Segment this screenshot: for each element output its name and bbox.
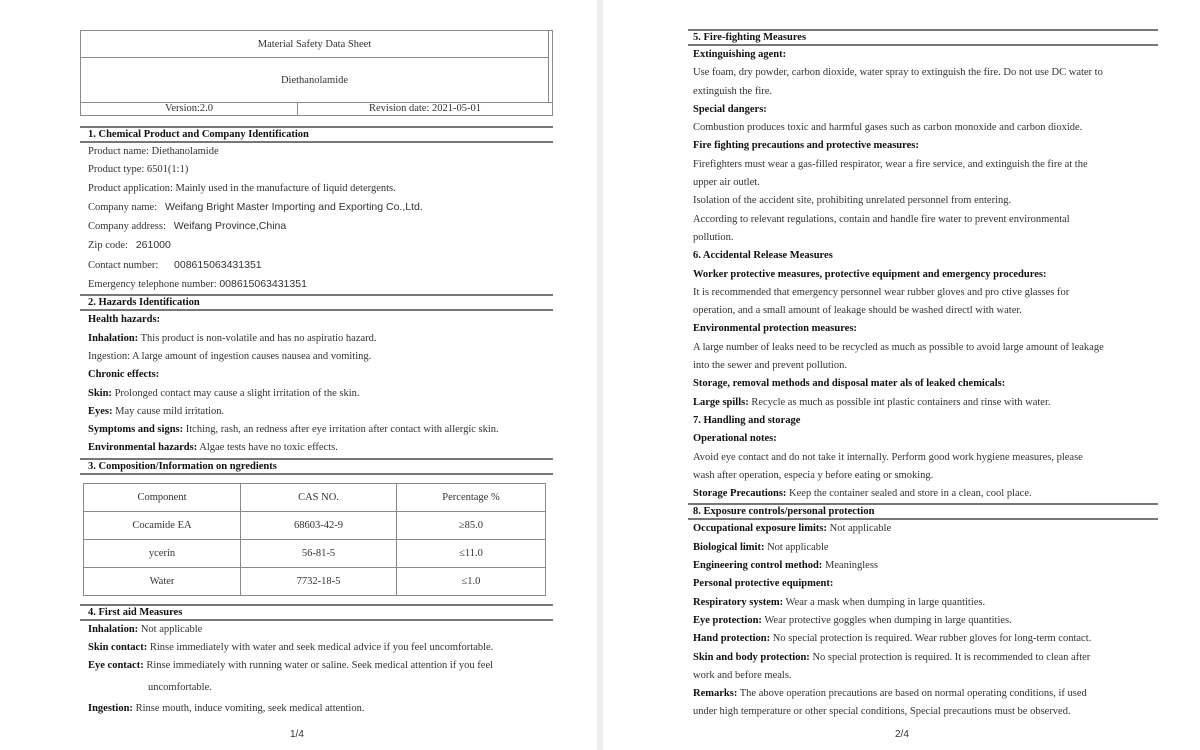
- company-address-value: Weifang Province,China: [173, 220, 287, 233]
- first-aid-eye-label: Eye contact:: [88, 660, 144, 672]
- zip-row: [80, 236, 553, 255]
- paragraph-line: wash after operation, especia y before eating or smoking.: [693, 469, 934, 481]
- paragraph-line: Combustion produces toxic and harmful gases such as carbon monoxide and carbon dioxide.: [693, 122, 1083, 134]
- health-hazards-heading: [80, 311, 553, 329]
- bio-limit-label: Biological limit:: [693, 541, 765, 553]
- eyes-row: [80, 403, 553, 421]
- eng-control-row: [688, 557, 1158, 575]
- column-header: Percentage %: [397, 483, 546, 511]
- eyes-label: Eyes:: [88, 405, 113, 417]
- first-aid-skin-label: Skin contact:: [88, 642, 148, 654]
- table-cell: 68603-42-9: [241, 511, 397, 539]
- paragraph-line: upper air outlet.: [693, 177, 760, 189]
- company-address-label: Company address:: [88, 221, 166, 233]
- product-name: Product name: Diethanolamide: [88, 146, 219, 157]
- paragraph-line: It is recommended that emergency personnel wear rubber gloves and pro ctive glasses for: [693, 286, 1070, 298]
- contact-label: Contact number:: [88, 259, 159, 271]
- paragraph-line: extinguish the fire.: [693, 85, 773, 97]
- body-protection-row: [688, 649, 1158, 667]
- first-aid-eye-text: Rinse immediately with running water or saline. Seek medical attention if you feel: [143, 660, 494, 672]
- first-aid-ingestion-label: Ingestion:: [88, 702, 133, 714]
- eye-protection-row: [688, 612, 1158, 630]
- emergency-value: 008615063431351: [219, 278, 307, 291]
- eye-protection-label: Eye protection:: [693, 614, 762, 626]
- paragraph-line: Isolation of the accident site, prohibiting unrelated personnel from entering.: [693, 195, 1012, 207]
- section-3-heading: 3. Composition/Information on ngredients: [80, 458, 553, 475]
- version-label: Version:2.0: [81, 103, 298, 116]
- msds-header-table: [80, 30, 553, 116]
- remarks-text: The above operation precautions are based on normal operating conditions, if used: [737, 688, 1087, 700]
- first-aid-eye-continued: uncomfortable.: [148, 681, 212, 693]
- chronic-label: Chronic effects:: [88, 369, 160, 381]
- table-cell: ≥85.0: [397, 511, 546, 539]
- page-number: 1/4: [290, 729, 304, 740]
- section-1-heading: 1. Chemical Product and Company Identification: [80, 126, 553, 143]
- table-cell: 7732-18-5: [241, 567, 397, 595]
- composition-table: [83, 483, 546, 596]
- column-header: Component: [84, 483, 241, 511]
- eye-protection-text: Wear protective goggles when dumping in large quantities.: [761, 614, 1012, 626]
- paragraph-line: According to relevant regulations, contain and handle fire water to prevent environmental: [693, 213, 1070, 225]
- first-aid-skin: [80, 639, 553, 657]
- bio-limit-text: Not applicable: [764, 541, 829, 553]
- section-2-heading: 2. Hazards Identification: [80, 294, 553, 311]
- section-6-heading: 6. Accidental Release Measures: [693, 250, 833, 262]
- table-row: [84, 539, 546, 567]
- operational-notes-heading: Operational notes:: [693, 433, 777, 445]
- section-5-heading: 5. Fire-fighting Measures: [688, 29, 1158, 46]
- table-cell: ≤1.0: [397, 567, 546, 595]
- env-protection-heading: Environmental protection measures:: [693, 323, 857, 335]
- paragraph-line: Firefighters must wear a gas-filled respirator, wear a fire service, and extinguish the fire at the: [693, 158, 1088, 170]
- eng-control-text: Meaningless: [822, 560, 879, 572]
- env-hazards-text: Algae tests have no toxic effects.: [197, 442, 338, 454]
- first-aid-inhalation: [80, 621, 553, 639]
- first-aid-skin-text: Rinse immediately with water and seek medical advice if you feel uncomfortable.: [147, 642, 494, 654]
- symptoms-label: Symptoms and signs:: [88, 424, 184, 436]
- company-address-row: [80, 217, 553, 236]
- respiratory-label: Respiratory system:: [693, 596, 784, 608]
- paragraph-line: under high temperature or other special conditions, Special precautions must be observed.: [693, 706, 1071, 718]
- table-row: [84, 567, 546, 595]
- fire-precautions-heading: Fire fighting precautions and protective measures:: [693, 140, 919, 152]
- hand-protection-text: No special protection is required. Wear rubber gloves for long-term contact.: [770, 633, 1092, 645]
- first-aid-inhalation-label: Inhalation:: [88, 623, 139, 635]
- zip-value: 261000: [135, 239, 171, 252]
- hand-protection-label: Hand protection:: [693, 633, 771, 645]
- page-number: 2/4: [895, 729, 909, 740]
- first-aid-inhalation-text: Not applicable: [138, 623, 203, 635]
- eyes-text: May cause mild irritation.: [112, 405, 225, 417]
- document-page-1: [0, 0, 597, 750]
- oel-label: Occupational exposure limits:: [693, 523, 827, 535]
- contact-value: 008615063431351: [174, 258, 262, 271]
- table-cell: ≤11.0: [397, 539, 546, 567]
- paragraph-line: operation, and a small amount of leakage should be washed directl with water.: [693, 305, 1022, 317]
- first-aid-ingestion-text: Rinse mouth, induce vomiting, seek medical attention.: [132, 702, 365, 714]
- table-cell: 56-81-5: [241, 539, 397, 567]
- paragraph-line: into the sewer and prevent pollution.: [693, 360, 847, 372]
- section-8-heading: 8. Exposure controls/personal protection: [688, 503, 1158, 520]
- paragraph-line: A large number of leaks need to be recycled as much as possible to avoid large amount of leakage: [693, 341, 1104, 353]
- emergency-label: Emergency telephone number:: [88, 279, 217, 291]
- symptoms-text: Itching, rash, an redness after eye irritation after contact with allergic skin.: [183, 424, 499, 436]
- oel-text: Not applicable: [826, 523, 892, 535]
- table-row: [84, 511, 546, 539]
- eng-control-label: Engineering control method:: [693, 560, 823, 572]
- document-page-2: [603, 0, 1200, 750]
- storage-removal-heading: Storage, removal methods and disposal mater als of leaked chemicals:: [693, 378, 1006, 390]
- section-4-heading: 4. First aid Measures: [80, 604, 553, 621]
- table-cell: Cocamide EA: [84, 511, 241, 539]
- table-cell: Water: [84, 567, 241, 595]
- respiratory-row: [688, 594, 1158, 612]
- page-2-content: [688, 29, 1158, 722]
- company-name-label: Company name:: [88, 201, 158, 213]
- remarks-row: [688, 685, 1158, 703]
- worker-measures-heading: Worker protective measures, protective equipment and emergency procedures:: [693, 268, 1047, 280]
- symptoms-row: [80, 421, 553, 439]
- company-name-value: Weifang Bright Master Importing and Exporting Co.,Ltd.: [165, 200, 423, 213]
- emergency-row: [80, 275, 553, 294]
- storage-precautions-label: Storage Precautions:: [693, 488, 787, 500]
- large-spills-row: [688, 394, 1158, 412]
- column-header: CAS NO.: [241, 483, 397, 511]
- storage-precautions-text: Keep the container sealed and store in a clean, cool place.: [786, 488, 1032, 500]
- paragraph-line: Avoid eye contact and do not take it internally. Perform good work hygiene measures, please: [693, 451, 1083, 463]
- body-protection-text: No special protection is required. It is recommended to clean after: [809, 651, 1091, 663]
- composition-header-row: [84, 483, 546, 511]
- section-7-heading: 7. Handling and storage: [693, 414, 801, 426]
- health-hazards-label: Health hazards:: [88, 314, 161, 326]
- oel-row: [688, 520, 1158, 538]
- ingestion-row: Ingestion: A large amount of ingestion causes nausea and vomiting.: [88, 350, 372, 362]
- contact-row: [80, 256, 553, 275]
- storage-precautions-row: [688, 485, 1158, 503]
- remarks-label: Remarks:: [693, 688, 738, 700]
- inhalation-row: [80, 330, 553, 348]
- env-hazards-row: [80, 439, 553, 457]
- inhalation-label: Inhalation:: [88, 332, 139, 344]
- ppe-heading: Personal protective equipment:: [693, 578, 834, 590]
- zip-label: Zip code:: [88, 240, 128, 252]
- revision-date: Revision date: 2021-05-01: [298, 103, 553, 116]
- paragraph-line: work and before meals.: [693, 669, 792, 681]
- large-spills-text: Recycle as much as possible int plastic containers and rinse with water.: [748, 396, 1051, 408]
- bio-limit-row: [688, 539, 1158, 557]
- company-name-row: [80, 198, 553, 217]
- hand-protection-row: [688, 630, 1158, 648]
- product-title: Diethanolamide: [81, 58, 549, 103]
- inhalation-text: This product is non-volatile and has no aspiratio hazard.: [138, 332, 377, 344]
- table-cell: ycerin: [84, 539, 241, 567]
- page-1-content: [80, 30, 553, 718]
- paragraph-line: pollution.: [693, 231, 734, 243]
- env-hazards-label: Environmental hazards:: [88, 442, 198, 454]
- product-type: Product type: 6501(1:1): [88, 164, 189, 176]
- skin-label: Skin:: [88, 387, 112, 399]
- skin-text: Prolonged contact may cause a slight irritation of the skin.: [111, 387, 360, 399]
- chronic-heading: [80, 366, 553, 384]
- large-spills-label: Large spills:: [693, 396, 749, 408]
- extinguishing-agent-heading: Extinguishing agent:: [693, 49, 787, 60]
- header-blank-cell: [549, 31, 553, 103]
- special-dangers-heading: Special dangers:: [693, 103, 767, 115]
- body-protection-label: Skin and body protection:: [693, 651, 810, 663]
- respiratory-text: Wear a mask when dumping in large quantities.: [783, 596, 986, 608]
- first-aid-eye: [80, 657, 553, 675]
- document-title: Material Safety Data Sheet: [81, 31, 549, 58]
- product-application: Product application: Mainly used in the manufacture of liquid detergents.: [88, 182, 396, 194]
- first-aid-ingestion: [80, 700, 553, 718]
- skin-row: [80, 385, 553, 403]
- paragraph-line: Use foam, dry powder, carbon dioxide, water spray to extinguish the fire. Do not use DC water to: [693, 67, 1103, 79]
